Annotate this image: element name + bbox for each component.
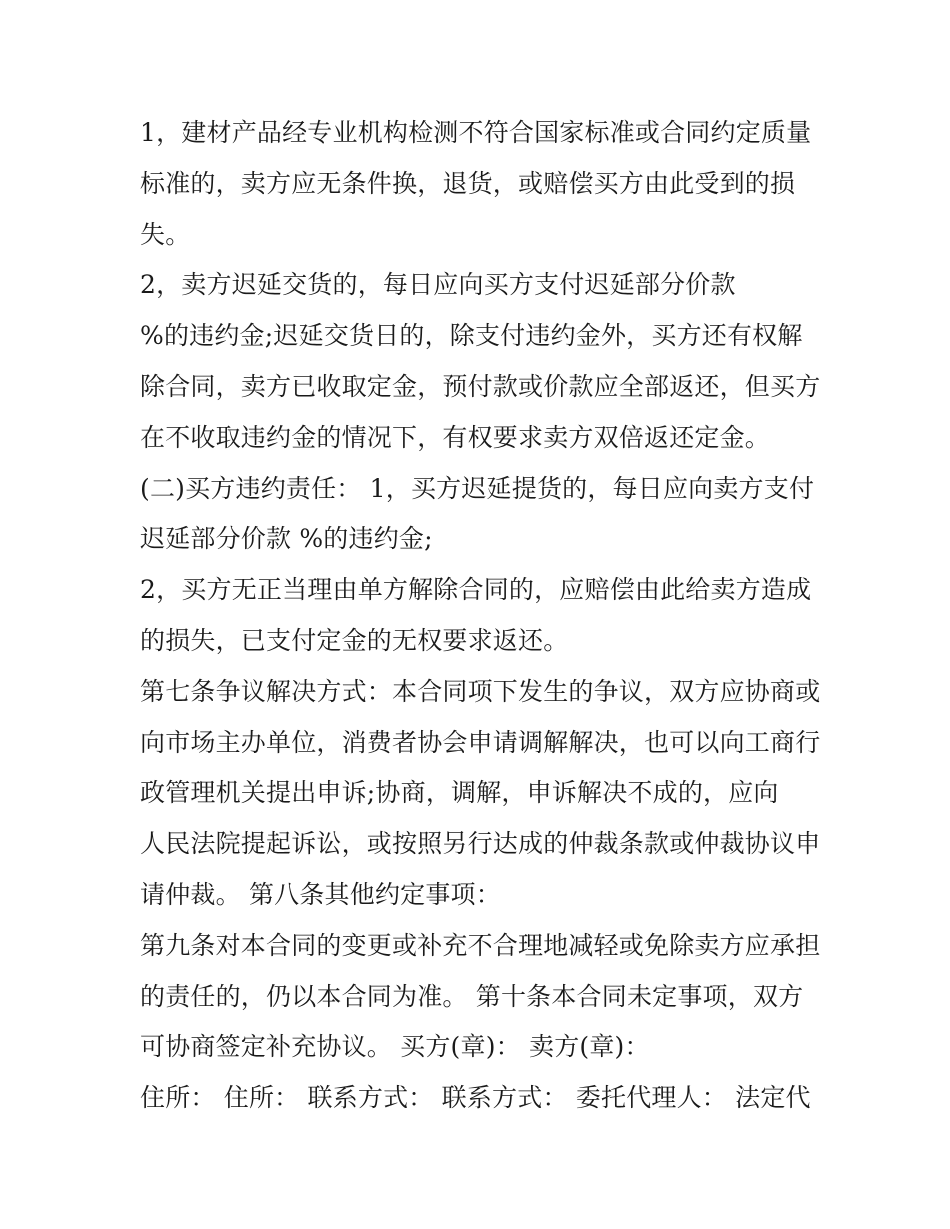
text-line: 可协商签定补充协议。 买方(章)： 卖方(章)：	[140, 1032, 650, 1062]
text-line: 请仲裁。 第八条其他约定事项：	[140, 879, 501, 909]
text-line: %的违约金;迟延交货日的，除支付违约金外，买方还有权解	[140, 321, 803, 351]
text-line: 第九条对本合同的变更或补充不合理地减轻或免除卖方应承担	[140, 930, 821, 960]
text-line: (二)买方违约责任： 1，买方迟延提货的，每日应向卖方支付	[140, 473, 815, 503]
text-line: 迟延部分价款 %的违约金;	[140, 524, 433, 554]
document-body	[140, 108, 830, 1124]
text-line: 第七条争议解决方式：本合同项下发生的争议，双方应协商或	[140, 676, 821, 706]
text-line: 人民法院提起诉讼，或按照另行达成的仲裁条款或仲裁协议申	[140, 829, 821, 859]
text-line: 除合同，卖方已收取定金，预付款或价款应全部返还，但买方	[140, 371, 821, 401]
text-line: 住所： 住所： 联系方式： 联系方式： 委托代理人： 法定代	[140, 1083, 811, 1113]
text-line: 政管理机关提出申诉;协商，调解，申诉解决不成的，应向	[140, 778, 779, 808]
text-line: 失。	[140, 219, 191, 249]
text-line: 2，卖方迟延交货的，每日应向买方支付迟延部分价款	[140, 270, 736, 300]
text-line: 在不收取违约金的情况下，有权要求卖方双倍返还定金。	[140, 422, 771, 452]
text-line: 标准的，卖方应无条件换，退货，或赔偿买方由此受到的损	[140, 168, 796, 198]
text-line: 的责任的，仍以本合同为准。 第十条本合同未定事项，双方	[140, 981, 804, 1011]
text-line: 2，买方无正当理由单方解除合同的，应赔偿由此给卖方造成	[140, 575, 812, 605]
text-line: 向市场主办单位，消费者协会申请调解解决，也可以向工商行	[140, 727, 821, 757]
text-line: 的损失，已支付定金的无权要求返还。	[140, 625, 569, 655]
text-line: 1，建材产品经专业机构检测不符合国家标准或合同约定质量	[140, 118, 812, 147]
